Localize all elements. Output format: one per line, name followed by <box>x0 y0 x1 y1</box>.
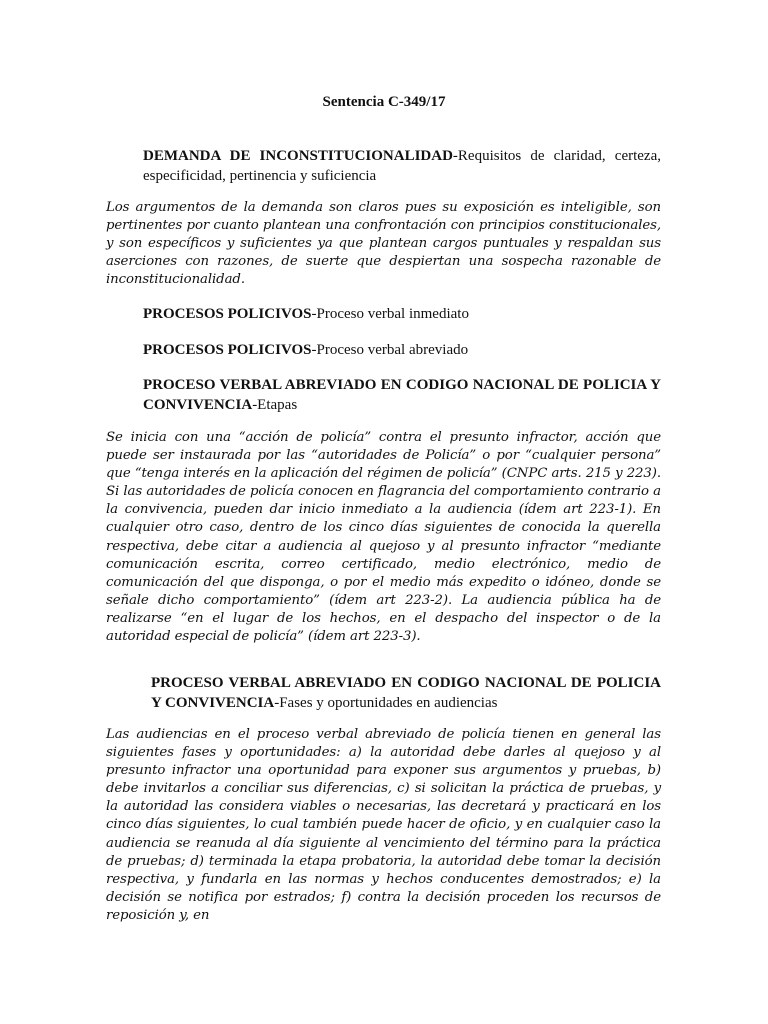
section-heading-verbal-inmediato <box>143 304 661 324</box>
document-title: Sentencia C-349/17 <box>322 94 446 110</box>
paragraph-demanda: Los argumentos de la demanda son claros pues su exposición es inteligible, son pertinentes por cuanto plantean una confrontación con principios constitucionales, y son específicos y suficientes ya que plantean cargos puntuales y respaldan sus aserciones con razones, de suerte que despiertan una sospecha razonable de inconstitucionalidad. <box>106 200 661 288</box>
heading-bold: DEMANDA DE INCONSTITUCIONALIDAD <box>143 148 453 164</box>
paragraph-fases: Las audiencias en el proceso verbal abreviado de policía tienen en general las siguientes fases y oportunidades: a) la autoridad debe darles al quejoso y al presunto infractor una oportunidad para exponer sus argumentos y pruebas, b) debe invitarlos a conciliar sus diferencias, c) si solicitan la práctica de pruebas, y la autoridad las considera viables o necesarias, las decretará y practicará en los cinco días siguientes, lo cual también puede hacer de oficio, y en cualquier caso la audiencia se reanuda al día siguiente al vencimiento del término para la práctica de pruebas; d) terminada la etapa probatoria, la autoridad debe tomar la decisión respectiva, y fundarla en las normas y hechos conducentes demostrados; e) la decisión se notifica por estrados; f) contra la decisión proceden los recursos de reposición y, en <box>106 727 661 923</box>
heading-rest: -Fases y oportunidades en audiencias <box>274 695 498 711</box>
heading-bold: PROCESO VERBAL ABREVIADO EN CODIGO NACIONAL DE POLICIA Y CONVIVENCIA <box>143 377 661 413</box>
section-heading-demanda <box>143 146 661 186</box>
heading-bold: PROCESOS POLICIVOS <box>143 342 312 358</box>
heading-bold: PROCESOS POLICIVOS <box>143 306 312 322</box>
heading-rest: -Proceso verbal inmediato <box>311 306 469 322</box>
paragraph-etapas: Se inicia con una “acción de policía” contra el presunto infractor, acción que puede ser instaurada por las “autoridades de Policía” o por “cualquier persona” que “tenga interés en la aplicación del régimen de policía” (CNPC arts. 215 y 223). Si las autoridades de policía conocen en flagrancia del comportamiento contrario a la convivencia, pueden dar inicio inmediato a la audiencia (ídem art 223-1). En cualquier otro caso, dentro de los cinco días siguientes de conocida la querella respectiva, debe citar a audiencia al quejoso y al presunto infractor “mediante comunicación escrita, correo certificado, medio electrónico, medio de comunicación del que disponga, o por el medio más expedito o idóneo, donde se señale dicho comportamiento” (ídem art 223-2). La audiencia pública ha de realizarse “en el lugar de los hechos, en el despacho del inspector o de la autoridad especial de policía” (ídem art 223-3). <box>106 430 661 645</box>
section-heading-etapas <box>143 375 661 415</box>
section-heading-fases <box>151 673 661 713</box>
heading-rest: -Proceso verbal abreviado <box>311 342 469 358</box>
section-heading-verbal-abreviado <box>143 340 661 360</box>
heading-rest: -Requisitos de claridad, certeza, especificidad, pertinencia y suficiencia <box>143 148 661 184</box>
heading-rest: -Etapas <box>252 397 298 413</box>
heading-bold: PROCESO VERBAL ABREVIADO EN CODIGO NACIONAL DE POLICIA Y CONVIVENCIA <box>151 675 661 711</box>
